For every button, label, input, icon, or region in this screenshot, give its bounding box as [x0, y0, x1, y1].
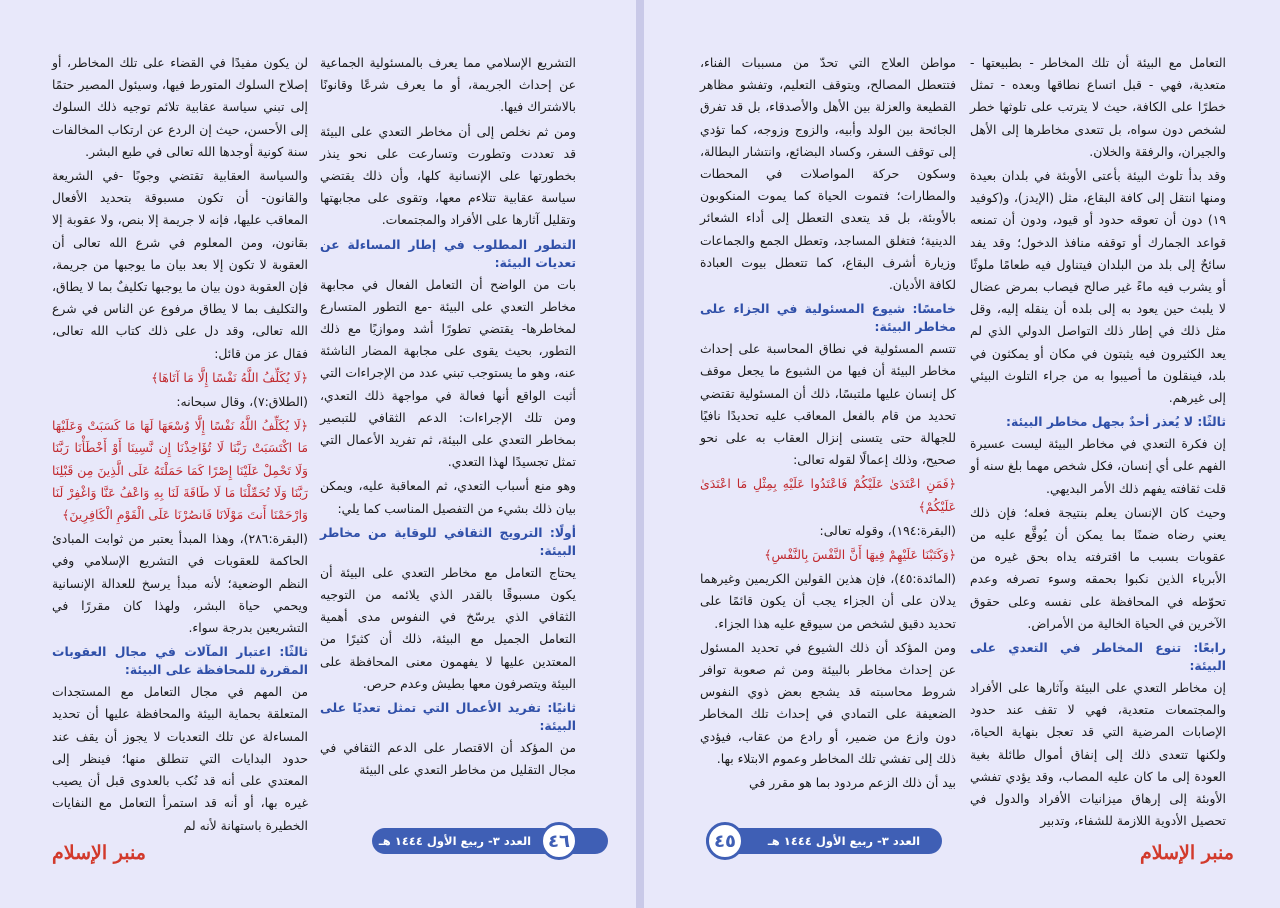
left-page-column-right: [320, 52, 576, 822]
section-heading: ثانيًا: تفريد الأعمال التي تمثل تعديًا على البيئة:: [320, 700, 576, 734]
body-paragraph: من المهم في مجال التعامل مع المستجدات المتعلقة بحماية البيئة والمحافظة عليها أن تحديد المساءلة عن تلك التعديات لا يجوز أن يقف عند حدود البدايات التي تنطلق منها؛ فينظر إلى المعتدي على أنه قد نُكب بالعدوى قبل أن يصيب غيره بها، أو أنه قد استمرأ التعامل مع النفايات الخطيرة باستهانة لأنه لم: [52, 684, 308, 833]
page-gutter: [636, 0, 644, 908]
section-heading: ثالثًا: لا يُعذر أحدٌ بجهل مخاطر البيئة:: [1005, 414, 1226, 430]
body-paragraph: يحتاج التعامل مع مخاطر التعدي على البيئة أن يكون مسبوقًا بالقدر الذي يلائمه من التوجيه الثقافي الذي يرسّخ في النفوس مدى أهمية التعامل الجميل مع البيئة، ذلك أن كثيرًا من المعتدين عليها لا يفهمون معنى المحافظة على البيئة ويتصرفون معها بطيش وعدم حرص.: [320, 564, 576, 691]
left-issue-text: العدد ٣- ربيع الأول ١٤٤٤ هـ: [378, 834, 532, 848]
body-paragraph: (الطلاق:٧)، وقال سبحانه:: [176, 394, 308, 410]
quran-verse: ﴿فَمَنِ اعْتَدَىٰ عَلَيْكُمْ فَاعْتَدُوا عَلَيْهِ بِمِثْلِ مَا اعْتَدَىٰ عَلَيْكُمْ﴾: [700, 476, 956, 514]
body-paragraph: والسياسة العقابية تقتضي وجوبًا -في الشريعة والقانون- أن تكون مسبوقة بتحديد الأفعال المعاقب عليها، فإنه لا جريمة إلا بنص، ولا عقوبة إلا بقانون، ومن المعلوم في شرع الله تعالى أن العقوبة لا تكون إلا بعد بيان ما يوجبها من جريمة، فإن العقوبة دون بيان ما يوجبها تكليفٌ بما لا يطاق، والتكليف بما لا يطاق مرفوع عن الناس في شرع الله تعالى، وقد دل على ذلك كتاب الله تعالى، فقال عز من قائل:: [52, 168, 308, 361]
body-paragraph: ومن المؤكد أن ذلك الشيوع في تحديد المسئول عن إحداث مخاطر بالبيئة ومن ثم صعوبة توافر شروط محاسبته قد يشجع بعض ذوي النفوس الضعيفة على التمادي في إحداث تلك المخاطر دون وازع من ضمير، أو رادع من عقاب، فيؤدي ذلك إلى تفشي تلك المخاطر وعموم الابتلاء بها.: [700, 639, 956, 766]
body-paragraph: لن يكون مفيدًا في القضاء على تلك المخاطر، أو إصلاح السلوك المتورط فيها، وسيئول المصير حتمًا إلى تبني سياسة عقابية تلائم توجيه ذلك السلوك إلى الأحسن، حيث إن الردع عن ارتكاب المخالفات سنة كونية أوجدها الله تعالى في طبع البشر.: [52, 55, 308, 159]
quran-verse: ﴿لَا يُكَلِّفُ اللَّهُ نَفْسًا إِلَّا مَا آتَاهَا﴾: [151, 369, 308, 385]
right-brand-logo: منبر الإسلام: [1140, 842, 1234, 864]
section-heading: رابعًا: تنوع المخاطر في التعدي على البيئة:: [970, 640, 1226, 674]
body-paragraph: (البقرة:١٩٤)، وقوله تعالى:: [819, 522, 956, 538]
body-paragraph: ومن ثم نخلص إلى أن مخاطر التعدي على البيئة قد تعددت وتطورت وتسارعت على نحو ينذر بخطورتها على الإنسانية كلها، وأن ذلك يقتضي سياسة عقابية تتلاءم معها، وتقوى على مجابهتها وتقليل آثارها على الأفراد والمجتمعات.: [320, 123, 576, 228]
body-paragraph: بيد أن ذلك الزعم مردود بما هو مقرر في: [749, 775, 956, 791]
quran-verse: ﴿لَا يُكَلِّفُ اللَّهُ نَفْسًا إِلَّا وُسْعَهَا لَهَا مَا كَسَبَتْ وَعَلَيْهَا مَا اكْتَسَبَتْ رَبَّنَا لَا تُؤَاخِذْنَا إِن نَّسِينَا أَوْ أَخْطَأْنَا رَبَّنَا وَلَا تَحْمِلْ عَلَيْنَا إِصْرًا كَمَا حَمَلْتَهُ عَلَى الَّذِينَ مِن قَبْلِنَا رَبَّنَا وَلَا تُحَمِّلْنَا مَا لَا طَاقَةَ لَنَا بِهِ وَاعْفُ عَنَّا وَاغْفِرْ لَنَا وَارْحَمْنَا أَنتَ مَوْلَانَا فَانصُرْنَا عَلَى الْقَوْمِ الْكَافِرِينَ﴾: [52, 418, 308, 523]
body-paragraph: (المائدة:٤٥)، فإن هذين القولين الكريمين وغيرهما يدلان على أن الجزاء يجب أن يكون قائمًا على تحديد دقيق لشخص من سيوقع عليه هذا الجزاء.: [700, 571, 956, 631]
body-paragraph: التعامل مع البيئة أن تلك المخاطر - بطبيعتها - متعدية، فهي - قبل اتساع نطاقها وبعده - تمثل خطرًا على الكافة، حيث لا يترتب على تلوثها خطر لشخص دون سواه، بل تتعدى مخاطرها إلى الأهل والجيران، والرفقة والخلان.: [970, 55, 1226, 159]
section-heading: التطور المطلوب في إطار المساءلة عن تعديات البيئة:: [320, 236, 576, 270]
section-heading: ثالثًا: اعتبار المآلات في مجال العقوبات المقررة للمحافظة على البيئة:: [52, 644, 308, 678]
quran-verse: ﴿وَكَتَبْنَا عَلَيْهِمْ فِيهَا أَنَّ النَّفْسَ بِالنَّفْسِ﴾: [764, 547, 956, 563]
right-page-number: ٤٥: [706, 822, 744, 860]
section-heading: خامسًا: شيوع المسئولية في الجزاء على مخاطر البيئة:: [700, 301, 956, 335]
body-paragraph: إن مخاطر التعدي على البيئة وآثارها على الأفراد والمجتمعات متعدية، فهي لا تقف عند حدود الإصابات المرضية التي قد تعجل بنهاية الحياة، ولكنها تتعدى ذلك إلى إنفاق أموال طائلة بغية العودة إلى ما كان عليه المصاب، وقد يؤدي تفشي الأوبئة إلى إرهاق ميزانيات الأفراد والدول في تحصيل الأدوية اللازمة للشفاء، وتدبير: [970, 680, 1226, 829]
body-paragraph: وحيث كان الإنسان يعلم بنتيجة فعله؛ فإن ذلك يعني رضاه ضمنًا بما يمكن أن يُوقَّع عليه من عقوبات بسبب ما اقترفته يداه بحق غيره من الأبرياء الذين نكبوا بحمقه وسوء تصرفه وعدم تحوّطه في المحافظة على نفسه وعلى حقوق الآخرين في الحياة الخالية من الأمراض.: [970, 504, 1226, 631]
left-page-number: ٤٦: [540, 822, 578, 860]
body-paragraph: إن فكرة التعدي في مخاطر البيئة ليست عسيرة الفهم على أي إنسان، فكل شخص مهما بلغ سنه أو قلت ثقافته يفهم ذلك الأمر البديهي.: [969, 436, 1226, 496]
body-paragraph: من المؤكد أن الاقتصار على الدعم الثقافي في مجال التقليل من مخاطر التعدي على البيئة: [320, 740, 576, 778]
body-paragraph: بات من الواضح أن التعامل الفعال في مجابهة مخاطر التعدي على البيئة -مع التطور المتسارع لمخاطرها- يقتضي تطورًا أشد وموازيًا مع ذلك التطور، بحيث يقوى على مجابهة المضار الناشئة عنه، وهو ما يستوجب تبني عدد من الإجراءات التي أثبت الواقع أنها فعالة في مواجهة ذلك التعدي، ومن تلك الإجراءات: الدعم الثقافي للتبصير بمخاطر التعدي على البيئة، ثم تفريد الأعمال التي تمثل تجسيدًا لهذا التعدي.: [320, 276, 576, 470]
body-paragraph: التشريع الإسلامي مما يعرف بالمسئولية الجماعية عن إحداث الجريمة، أو ما يعرف شرعًا وقانونًا بالاشتراك فيها.: [320, 55, 576, 115]
body-paragraph: تتسم المسئولية في نطاق المحاسبة على إحداث مخاطر البيئة أن فيها من الشيوع ما يجعل موقف كل إنسان عليها ملتبسًا، ذلك أن المسئولية تقتضي تحديد من قام بالفعل المعاقب عليه تحديدًا نافيًا للجهالة حتى يتسنى إنزال العقاب به على نحو صحيح، وذلك إعمالًا لقوله تعالى:: [700, 341, 956, 468]
body-paragraph: وهو منع أسباب التعدي، ثم المعاقبة عليه، ويمكن بيان ذلك بشيء من التفصيل المناسب كما يلي:: [320, 478, 576, 516]
body-paragraph: وقد بدأ تلوث البيئة بأعتى الأوبئة في بلدان بعيدة ومنها انتقل إلى كافة البقاع، مثل (الإيدز)، و(كوفيد ١٩) دون أن تعوقه حدود أو قيود، ودون أن تمنعه قواعد الجمارك أو توقفه منافذ الدخول؛ وقد يفد سائحٌ إلى بلد من البلدان فيتناول فيه طعامًا ملوثًا أو يشرب فيه ماءً غير صالح فيصاب بمرض عضال لا يلبث حين يعود به إلى بلده أن ينقله إليه، وقل مثل ذلك في إطار ذلك التواصل الدولي الذي لم يعد الكثيرون فيه يثبتون في مكان أو يمكثون في بلد، فينقلون ما أصيبوا به من جراء التلوث البيئي إلى غيرهم.: [970, 168, 1226, 406]
body-paragraph: مواطن العلاج التي تحدّ من مسببات الفناء، فتتعطل المصالح، ويتوقف التعليم، وتفشو مظاهر القطيعة والعزلة بين الأهل والأصدقاء، بل قد تفرق الجائحة بين الولد وأبيه، والزوج وزوجه، كما تؤدي إلى توقف السفر، وكساد البضائع، وانتشار البطالة، وسكون حركة المواصلات في المحطات والمطارات؛ فتموت الحياة كما يموت المنكوبون بالأوبئة، بل قد يتعدى التعطل إلى أداء الشعائر الدينية؛ فتغلق المساجد، وتعطل الجمع والجماعات وزيارة أشرف البقاع، كما تتعطل بيوت العبادة لكافة الأديان.: [700, 55, 956, 293]
left-brand-logo: منبر الإسلام: [52, 842, 146, 864]
right-page-column-right: [969, 52, 1226, 829]
body-paragraph: (البقرة:٢٨٦)، وهذا المبدأ يعتبر من ثوابت المبادئ الحاكمة للعقوبات في التشريع الإسلامي وفي النظم الوضعية؛ لأنه مبدأ يرسخ للعدالة الإنسانية ويحمي حياة البشر، ولهذا كان مقررًا في التشريعين بدرجة سواء.: [52, 531, 308, 636]
left-page-column-left: [52, 52, 308, 833]
right-issue-text: العدد ٣- ربيع الأول ١٤٤٤ هـ: [767, 834, 921, 848]
section-heading: أولًا: الترويج الثقافي للوقاية من مخاطر البيئة:: [320, 524, 576, 558]
right-page-column-left: [700, 52, 956, 822]
